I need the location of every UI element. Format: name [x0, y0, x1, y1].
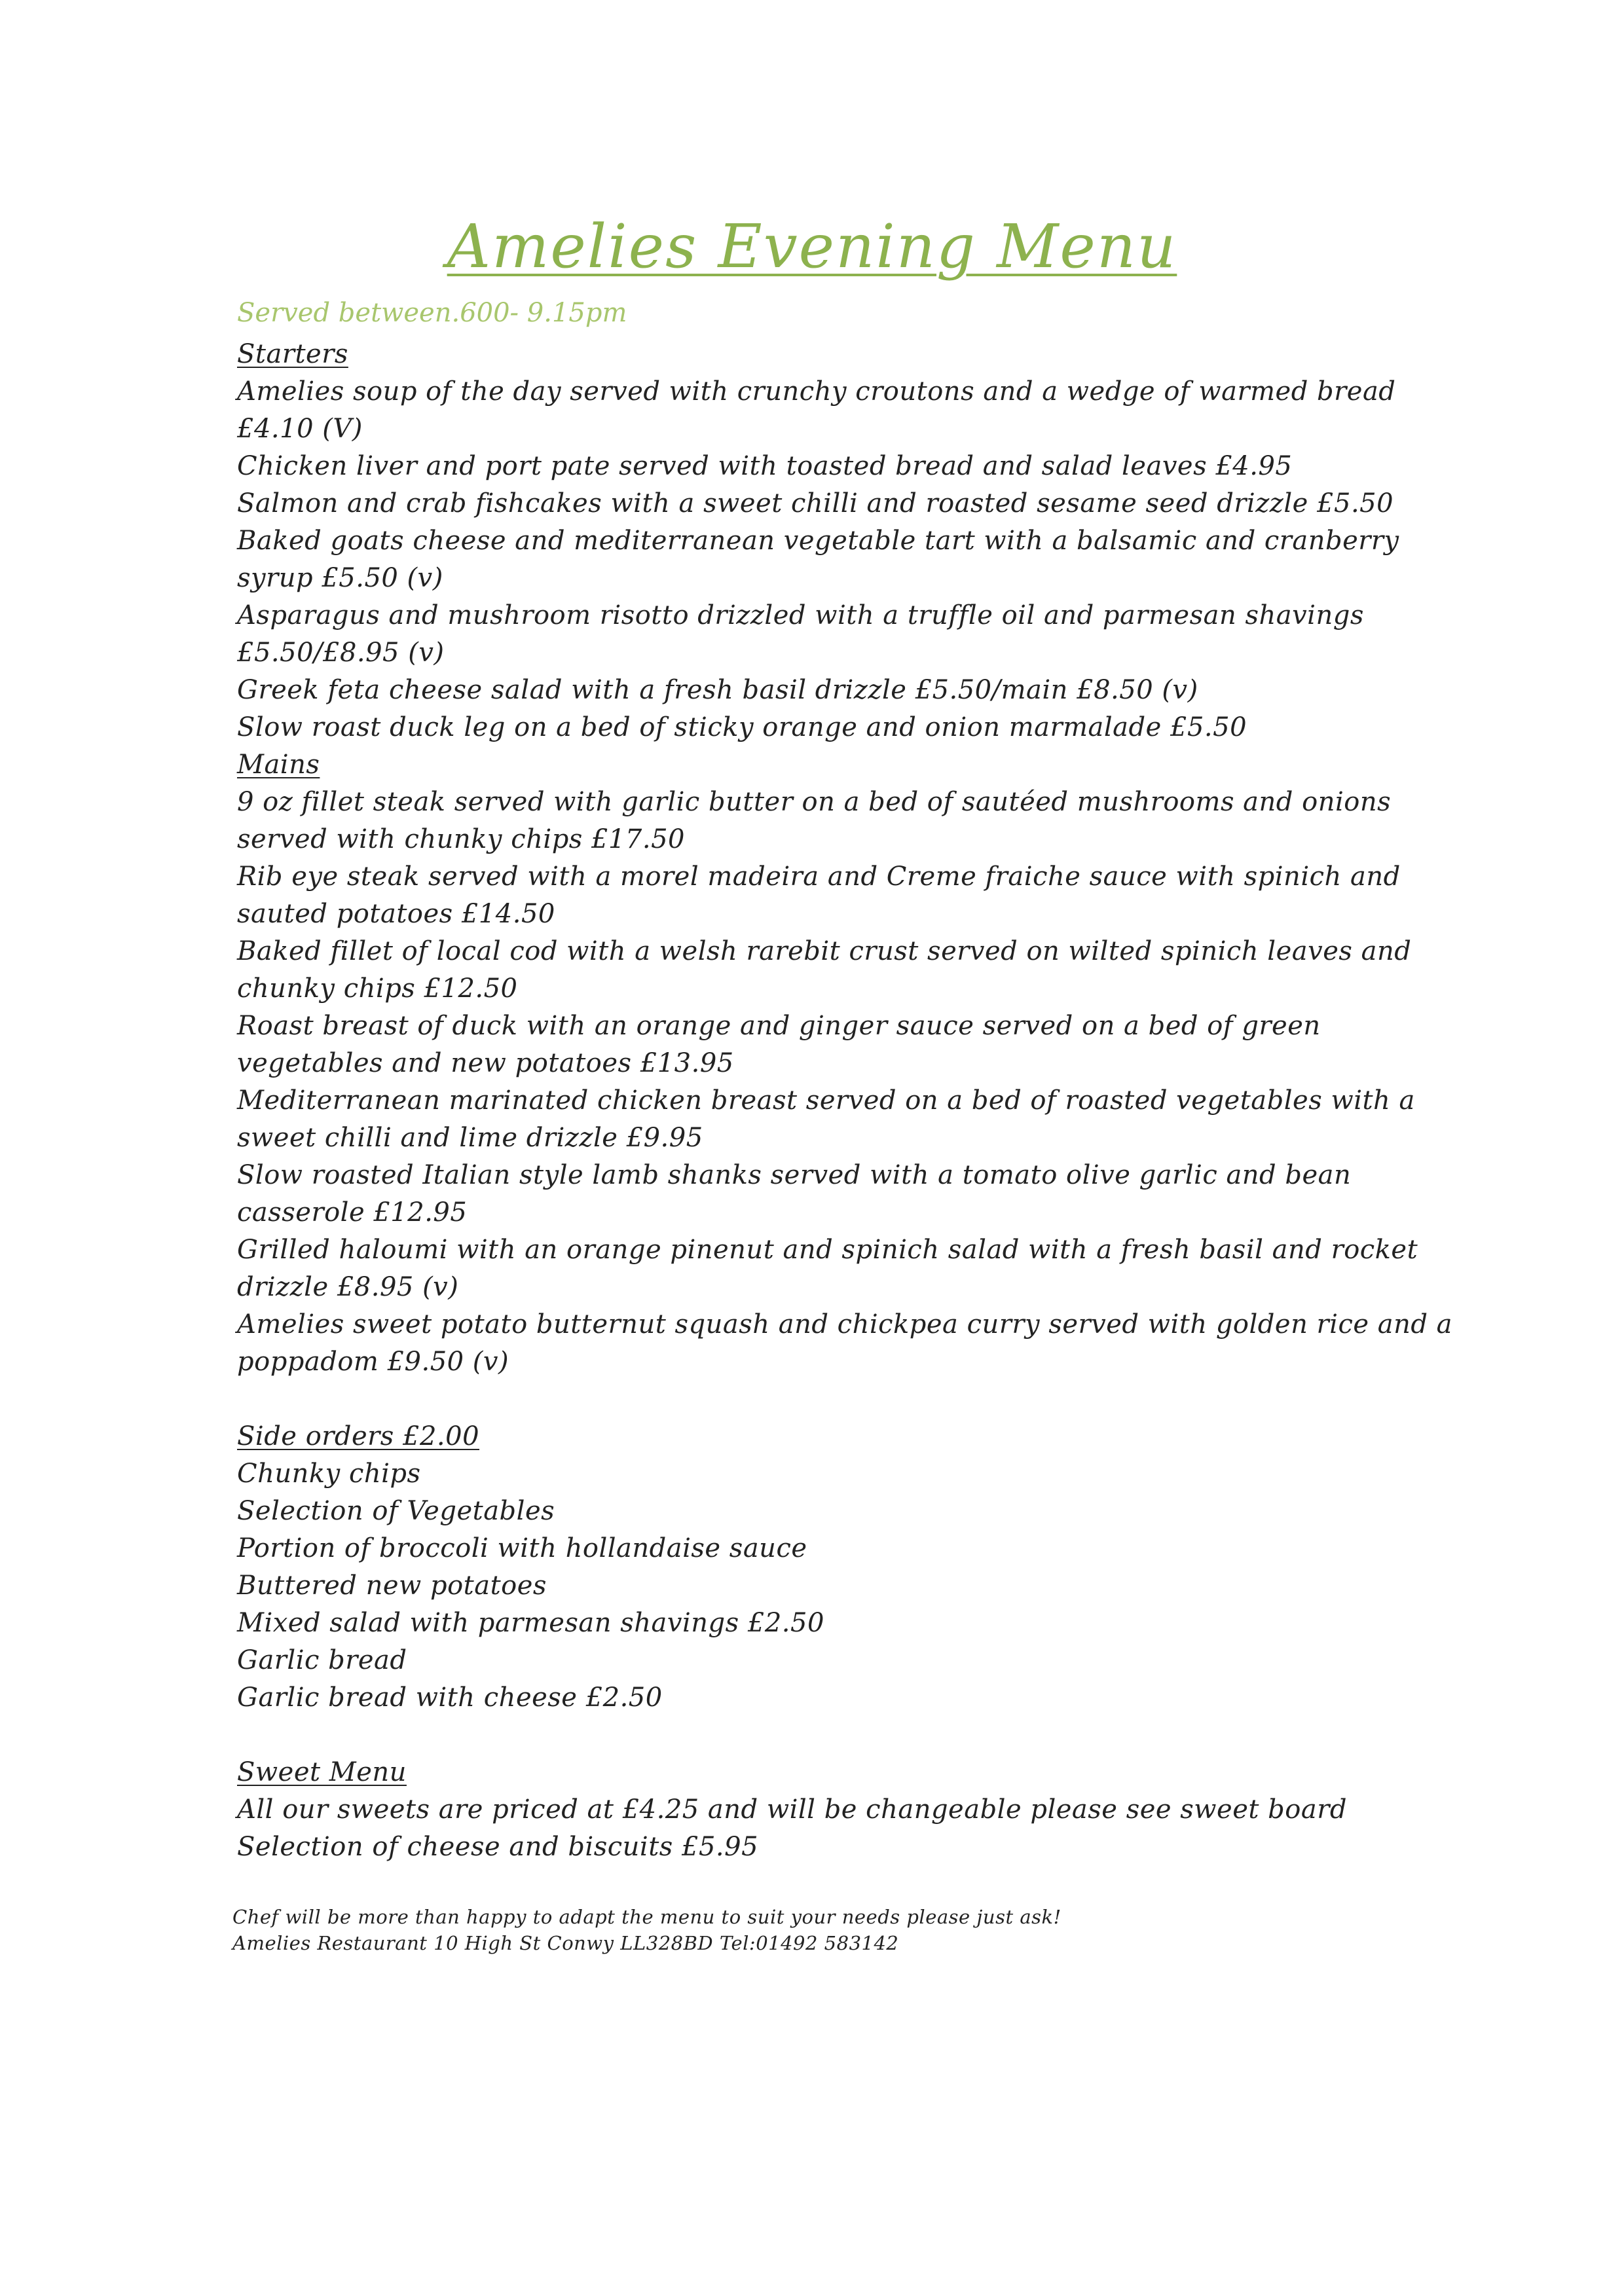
- serving-hours: Served between.600- 9.15pm: [237, 298, 627, 328]
- main-line: Baked fillet of local cod with a welsh rarebit crust served on wilted spinich leaves and: [237, 936, 1412, 966]
- spacer: [237, 1381, 1390, 1418]
- starter-line: Slow roast duck leg on a bed of sticky orange and onion marmalade £5.50: [237, 712, 1247, 742]
- main-line: Mediterranean marinated chicken breast served on a bed of roasted vegetables with a: [237, 1085, 1415, 1116]
- side-line: Buttered new potatoes: [237, 1571, 547, 1601]
- menu-title: [0, 211, 1624, 283]
- restaurant-address: Amelies Restaurant 10 High St Conwy LL328BD Tel:01492 583142: [232, 1932, 899, 1954]
- menu-content: [237, 336, 1453, 1866]
- main-line: vegetables and new potatoes £13.95: [237, 1048, 734, 1078]
- main-line: Slow roasted Italian style lamb shanks served with a tomato olive garlic and bean: [237, 1160, 1352, 1190]
- side-line: Garlic bread with cheese £2.50: [237, 1683, 663, 1713]
- main-line: casserole £12.95: [237, 1197, 468, 1228]
- main-line: poppadom £9.50 (v): [237, 1347, 509, 1377]
- main-line: chunky chips £12.50: [237, 974, 518, 1004]
- side-line: Selection of Vegetables: [237, 1496, 555, 1526]
- side-line: Mixed salad with parmesan shavings £2.50: [237, 1608, 824, 1638]
- mains-heading: Mains: [237, 750, 320, 780]
- footer: [232, 1904, 1061, 1956]
- sweet-menu-heading: Sweet Menu: [237, 1757, 407, 1787]
- starter-line: syrup £5.50 (v): [237, 563, 443, 593]
- main-line: sauted potatoes £14.50: [237, 899, 555, 929]
- side-line: Portion of broccoli with hollandaise sauce: [237, 1533, 807, 1563]
- starter-line: Greek feta cheese salad with a fresh basil drizzle £5.50/main £8.50 (v): [237, 675, 1198, 705]
- main-line: drizzle £8.95 (v): [237, 1272, 459, 1302]
- starter-line: Asparagus and mushroom risotto drizzled with a truffle oil and parmesan shavings: [237, 600, 1364, 630]
- starter-line: £5.50/£8.95 (v): [237, 638, 445, 668]
- main-line: Grilled haloumi with an orange pinenut and spinich salad with a fresh basil and rocket: [237, 1235, 1418, 1265]
- main-line: Amelies sweet potato butternut squash and chickpea curry served with golden rice and a: [237, 1309, 1453, 1339]
- starter-line: £4.10 (V): [237, 414, 363, 444]
- starter-line: Amelies soup of the day served with crunchy croutons and a wedge of warmed bread: [237, 376, 1396, 407]
- sweet-line: All our sweets are priced at £4.25 and will be changeable please see sweet board: [237, 1795, 1347, 1825]
- main-line: 9 oz fillet steak served with garlic butter on a bed of sautéed mushrooms and onions: [237, 787, 1392, 817]
- starter-line: Chicken liver and port pate served with toasted bread and salad leaves £4.95: [237, 451, 1293, 481]
- side-orders-heading: Side orders £2.00: [237, 1421, 480, 1451]
- side-line: Garlic bread: [237, 1645, 407, 1675]
- menu-title-text: Amelies Evening Menu: [447, 211, 1177, 282]
- spacer: [237, 1717, 1390, 1754]
- starter-line: Baked goats cheese and mediterranean vegetable tart with a balsamic and cranberry: [237, 526, 1399, 556]
- side-line: Chunky chips: [237, 1459, 421, 1489]
- starter-line: Salmon and crab fishcakes with a sweet chilli and roasted sesame seed drizzle £5.50: [237, 488, 1394, 519]
- main-line: Rib eye steak served with a morel madeira and Creme fraiche sauce with spinich and: [237, 862, 1401, 892]
- sweet-line: Selection of cheese and biscuits £5.95: [237, 1832, 759, 1862]
- main-line: served with chunky chips £17.50: [237, 824, 685, 854]
- main-line: Roast breast of duck with an orange and ginger sauce served on a bed of green: [237, 1011, 1321, 1041]
- starters-heading: Starters: [237, 339, 348, 369]
- main-line: sweet chilli and lime drizzle £9.95: [237, 1123, 703, 1153]
- chef-note: Chef will be more than happy to adapt the menu to suit your needs please just ask!: [232, 1906, 1061, 1928]
